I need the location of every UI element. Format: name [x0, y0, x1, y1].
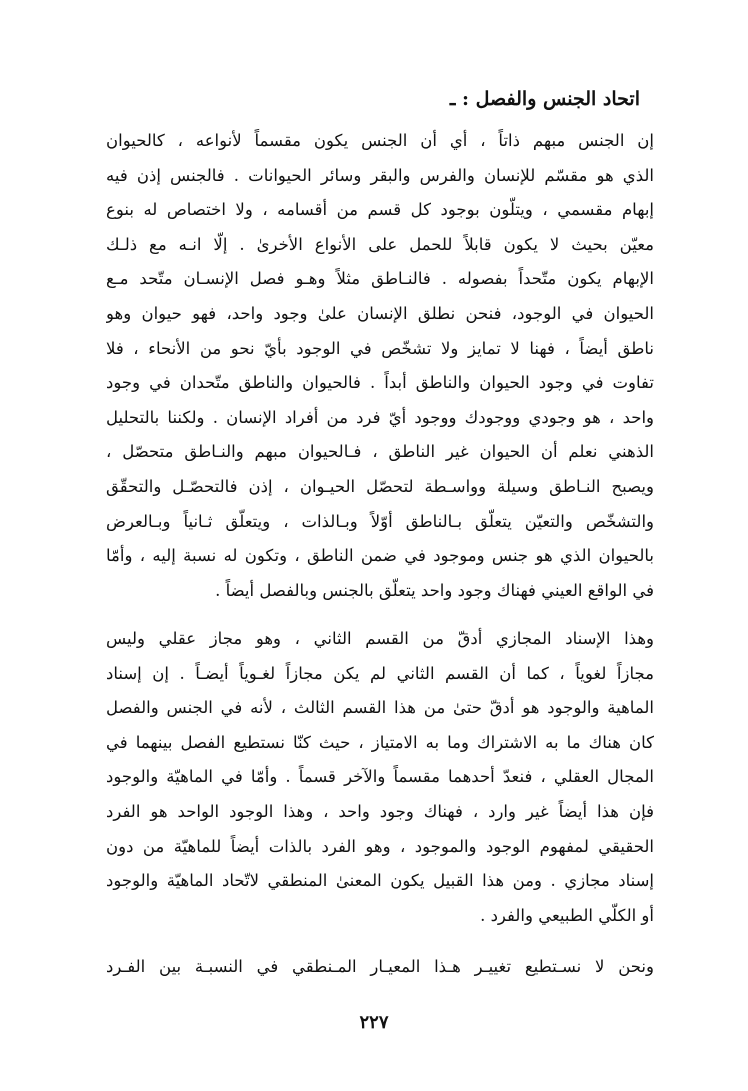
- paragraph-line: بالحيوان الذي هو جنس وموجود في ضمن الناطق ، وتكون له نسبة إليه ، وأمّا: [106, 546, 654, 566]
- paragraph-line: الماهية والوجود هو أدقّ حتىٰ من هذا القسم الثالث ، لأنه في الجنس والفصل: [106, 698, 654, 718]
- paragraph-line: والتشخّص والتعيّن يتعلّق بـالناطق أوّلاً وبـالذات ، ويتعلّق ثـانياً وبـالعرض: [106, 511, 654, 531]
- paragraph-line: ونحن لا نسـتطيع تغييـر هـذا المعيـار المـنطقي في النسبـة بين الفـرد: [106, 957, 654, 976]
- paragraph-line: معيّن بحيث لا يكون قابلاً للحمل على الأنواع الأخرىٰ . إلّا انـه مع ذلـك: [106, 234, 654, 254]
- section-heading: اتحاد الجنس والفصل : ـ: [449, 88, 640, 110]
- paragraph-line: كان هناك ما به الاشتراك وما به الامتياز ، حيث كنّا نستطيع الفصل بينهما في: [106, 732, 654, 752]
- paragraph-line: في الواقع العيني فهناك وجود واحد يتعلّق بالجنس وبالفصل أيضاً .: [215, 580, 654, 600]
- paragraph-3: [106, 950, 654, 985]
- paragraph-line: الإبهام يكون متّحداً بفصوله . فالنـاطق مثلاً وهـو فصل الإنسـان متّحد مـع: [106, 269, 654, 289]
- paragraph-line: فإن هذا أيضاً غير وارد ، فهناك وجود واحد ، وهذا الوجود الواحد هو الفرد: [106, 801, 654, 821]
- paragraph-line: الذهني نعلم أن الحيوان غير الناطق ، فـالحيوان مبهم والنـاطق متحصّل ،: [106, 442, 654, 462]
- paragraph-line: وهذا الإسناد المجازي أدقّ من القسم الثاني ، وهو مجاز عقلي وليس: [106, 629, 654, 648]
- paragraph-line: واحد ، هو وجودي ووجودك ووجود أيّ فرد من أفراد الإنسان . ولكننا بالتحليل: [106, 407, 654, 427]
- paragraph-line: المجال العقلي ، فنعدّ أحدهما مقسماً والآخر قسماً . وأمّا في الماهيّة والوجود: [106, 767, 654, 787]
- paragraph-line: تفاوت في وجود الحيوان والناطق أبداً . فالحيوان والناطق متّحدان في وجود: [106, 373, 654, 393]
- paragraph-line: الحيوان في الوجود، فنحن نطلق الإنسان علىٰ وجود واحد، فهو حيوان وهو: [106, 303, 654, 323]
- paragraph-line: ويصبح النـاطق وسيلة وواسـطة لتحصّل الحيـوان ، إذن فالتحصّـل والتحقّق: [106, 476, 654, 496]
- paragraph-line: الذي هو مقسّم للإنسان والفرس والبقر وسائر الحيوانات . فالجنس إذن فيه: [106, 165, 654, 185]
- page-number: ٢٢٧: [359, 1012, 389, 1033]
- paragraph-2: [106, 622, 654, 933]
- paragraph-line: مجازاً لغوياً ، كما أن القسم الثاني لم يكن مجازاً لغـوياً أيضـاً . إن إسناد: [106, 663, 654, 683]
- paragraph-1: [106, 124, 654, 608]
- paragraph-line: إبهام مقسمي ، ويتلّون بوجود كل قسم من أقسامه ، ولا اختصاص له بنوع: [106, 200, 654, 220]
- paragraph-line: الحقيقي لمفهوم الوجود والموجود ، وهو الفرد بالذات أيضاً للماهيّة من دون: [106, 836, 654, 856]
- paragraph-line: إسناد مجازي . ومن هذا القبيل يكون المعنىٰ المنطقي لاتّحاد الماهيّة والوجود: [106, 871, 654, 891]
- paragraph-line: ناطق أيضاً ، فهنا لا تمايز ولا تشخّص في الوجود بأيّ نحو من الأنحاء ، فلا: [106, 338, 654, 358]
- paragraph-line: أو الكلّي الطبيعي والفرد .: [480, 905, 654, 925]
- paragraph-line: إن الجنس مبهم ذاتاً ، أي أن الجنس يكون مقسماً لأنواعه ، كالحيوان: [106, 131, 654, 150]
